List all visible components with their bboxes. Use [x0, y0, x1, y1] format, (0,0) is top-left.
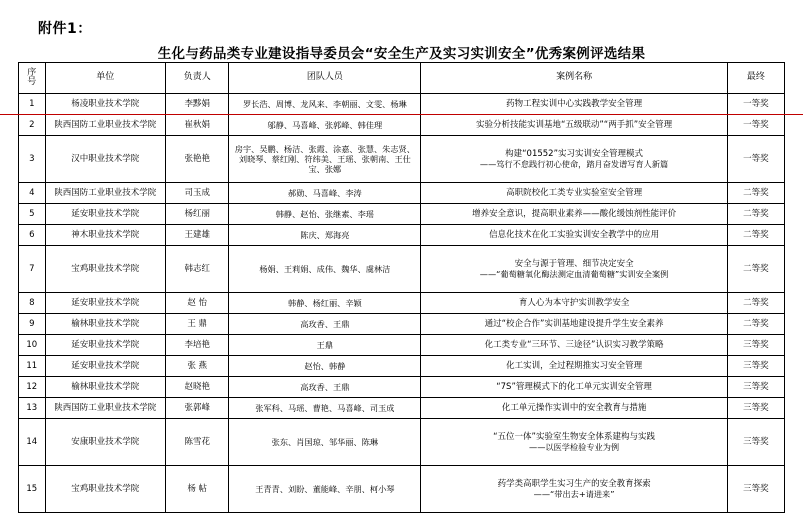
column-header-seq-line2: 号: [27, 77, 37, 87]
cell-leader: 韩志红: [166, 246, 229, 293]
cell-team: 房宇、吴鹏、杨洁、张霞、涂嘉、张慧、朱志贤、刘晓琴、蔡红刚、符纬美、王瑶、张朝南、王仕宝、张娜: [229, 136, 421, 183]
cell-final: 二等奖: [727, 225, 784, 246]
cell-case: [421, 419, 727, 466]
cell-leader: 杨 帖: [166, 466, 229, 513]
cell-unit: 汉中职业技术学院: [45, 136, 166, 183]
cell-seq: 6: [19, 225, 46, 246]
case-title: 药物工程实训中心实践教学安全管理: [506, 98, 643, 109]
table-row[interactable]: [19, 293, 785, 314]
case-subtitle: ——“带出去+请进来”: [533, 489, 615, 500]
case-title: 构建“01552”实习实训安全管理模式: [505, 148, 643, 159]
case-title: 通过“校企合作”实训基地建设提升学生安全素养: [484, 318, 664, 329]
cell-team: 罗长浩、周博、龙风来、李朝丽、文雯、杨琳: [229, 94, 421, 115]
case-subtitle: ——“葡萄糖氧化酶法测定血清葡萄糖”实训安全案例: [479, 269, 669, 280]
cell-final: 二等奖: [727, 314, 784, 335]
column-header-leader: 负责人: [166, 63, 229, 94]
column-header-final: 最终: [727, 63, 784, 94]
cell-unit: 宝鸡职业技术学院: [45, 466, 166, 513]
table-row[interactable]: [19, 466, 785, 513]
cell-team: 高玫香、王鼎: [229, 314, 421, 335]
cell-unit: 神木职业技术学院: [45, 225, 166, 246]
cell-leader: 杨红丽: [166, 204, 229, 225]
cell-leader: 张艳艳: [166, 136, 229, 183]
cell-seq: 13: [19, 398, 46, 419]
cell-seq: 4: [19, 183, 46, 204]
cell-leader: 李培艳: [166, 335, 229, 356]
attachment-label: 附件1：: [38, 21, 92, 37]
cell-case: [421, 136, 727, 183]
cell-case: [421, 335, 727, 356]
cell-leader: 王建雄: [166, 225, 229, 246]
cell-final: 一等奖: [727, 94, 784, 115]
table-row[interactable]: [19, 356, 785, 377]
case-title: “7S”管理模式下的化工单元实训安全管理: [496, 381, 652, 392]
cell-case: [421, 356, 727, 377]
case-subtitle: ——笃行不怠践行初心使命，踏月奋发谱写育人新篇: [479, 159, 669, 170]
cell-seq: 15: [19, 466, 46, 513]
cell-case: [421, 293, 727, 314]
cell-final: 三等奖: [727, 377, 784, 398]
cell-unit: 杨凌职业技术学院: [45, 94, 166, 115]
column-header-seq: [19, 63, 46, 94]
cell-unit: 安康职业技术学院: [45, 419, 166, 466]
cell-case: [421, 183, 727, 204]
cell-leader: 李黟娟: [166, 94, 229, 115]
cell-final: 三等奖: [727, 419, 784, 466]
cell-unit: 延安职业技术学院: [45, 204, 166, 225]
cell-seq: 7: [19, 246, 46, 293]
table-row[interactable]: [19, 115, 785, 136]
cell-seq: 9: [19, 314, 46, 335]
cell-case: [421, 314, 727, 335]
cell-leader: 陈雪花: [166, 419, 229, 466]
table-row[interactable]: [19, 204, 785, 225]
cell-unit: 陕西国防工业职业技术学院: [45, 183, 166, 204]
cell-leader: 司玉成: [166, 183, 229, 204]
cell-unit: 延安职业技术学院: [45, 356, 166, 377]
case-title: 药学类高职学生实习生产的安全教育探索: [497, 478, 651, 489]
cell-final: 二等奖: [727, 293, 784, 314]
case-title: 育人心为本守护实训教学安全: [518, 297, 630, 308]
results-table-body: [19, 94, 785, 513]
cell-seq: 8: [19, 293, 46, 314]
cell-final: 三等奖: [727, 398, 784, 419]
cell-team: 张东、肖国琼、邹华丽、陈琳: [229, 419, 421, 466]
cell-leader: 王 鼎: [166, 314, 229, 335]
case-title: 实验分析技能实训基地“五级联动”“两手抓”安全管理: [476, 119, 673, 130]
case-subtitle: ——以医学检验专业为例: [529, 442, 620, 453]
table-row[interactable]: [19, 314, 785, 335]
cell-case: [421, 377, 727, 398]
cell-team: 郝勋、马喜峰、李涛: [229, 183, 421, 204]
cell-case: [421, 225, 727, 246]
cell-seq: 11: [19, 356, 46, 377]
table-row[interactable]: [19, 377, 785, 398]
column-header-case: 案例名称: [421, 63, 727, 94]
cell-leader: 张 燕: [166, 356, 229, 377]
cell-team: 王青青、刘盼、董能峰、辛朋、柯小琴: [229, 466, 421, 513]
cell-final: 三等奖: [727, 335, 784, 356]
cell-case: [421, 466, 727, 513]
cell-final: 三等奖: [727, 356, 784, 377]
cell-final: 二等奖: [727, 246, 784, 293]
case-title: 信息化技术在化工实验实训安全教学中的应用: [489, 229, 660, 240]
cell-team: 杨娟、王莉娟、成伟、魏华、虞林洁: [229, 246, 421, 293]
table-row[interactable]: [19, 398, 785, 419]
cell-case: [421, 115, 727, 136]
cell-unit: 陕西国防工业职业技术学院: [45, 398, 166, 419]
table-row[interactable]: [19, 136, 785, 183]
cell-unit: 延安职业技术学院: [45, 335, 166, 356]
cell-seq: 5: [19, 204, 46, 225]
cell-seq: 3: [19, 136, 46, 183]
column-header-seq-line1: 序: [27, 67, 37, 78]
cell-final: 三等奖: [727, 466, 784, 513]
cell-team: 韩静、赵怡、张继素、李瑶: [229, 204, 421, 225]
column-header-team: 团队人员: [229, 63, 421, 94]
cell-unit: 宝鸡职业技术学院: [45, 246, 166, 293]
cell-leader: 张郭峰: [166, 398, 229, 419]
cell-unit: 延安职业技术学院: [45, 293, 166, 314]
table-row[interactable]: [19, 246, 785, 293]
table-row[interactable]: [19, 225, 785, 246]
cell-team: 高玫香、王鼎: [229, 377, 421, 398]
cell-team: 邬静、马喜峰、张郭峰、韩佳理: [229, 115, 421, 136]
cell-team: 韩静、杨红丽、辛颖: [229, 293, 421, 314]
cell-seq: 2: [19, 115, 46, 136]
cell-seq: 10: [19, 335, 46, 356]
cell-seq: 14: [19, 419, 46, 466]
cell-team: 赵怡、韩静: [229, 356, 421, 377]
case-title: 高职院校化工类专业实验室安全管理: [506, 187, 643, 198]
table-row[interactable]: [19, 335, 785, 356]
cell-team: 张军科、马瑶、曹艳、马喜峰、司玉成: [229, 398, 421, 419]
cell-unit: 榆林职业技术学院: [45, 314, 166, 335]
cell-team: 王鼎: [229, 335, 421, 356]
cell-seq: 12: [19, 377, 46, 398]
case-title: 化工实训，全过程期推实习安全管理: [506, 360, 643, 371]
case-title: “五位一体”实验室生物安全体系建构与实践: [493, 431, 655, 442]
cell-unit: 陕西国防工业职业技术学院: [45, 115, 166, 136]
cell-final: 二等奖: [727, 204, 784, 225]
cell-unit: 榆林职业技术学院: [45, 377, 166, 398]
cell-case: [421, 94, 727, 115]
case-title: 增养安全意识，提高职业素养——酸化缓蚀剂性能评价: [472, 208, 677, 219]
cell-leader: 赵晓艳: [166, 377, 229, 398]
table-row[interactable]: [19, 183, 785, 204]
cell-final: 二等奖: [727, 183, 784, 204]
cell-leader: 赵 怡: [166, 293, 229, 314]
cell-final: 一等奖: [727, 115, 784, 136]
table-row[interactable]: [19, 419, 785, 466]
cell-seq: 1: [19, 94, 46, 115]
case-title: 安全与源于管理、细节决定安全: [514, 258, 634, 269]
cell-case: [421, 246, 727, 293]
case-title: 化工类专业“三环节、三途径”认识实习教学策略: [484, 339, 664, 350]
column-header-unit: 单位: [45, 63, 166, 94]
page-title: 生化与药品类专业建设指导委员会“安全生产及实习实训安全”优秀案例评选结果: [157, 46, 646, 62]
cell-case: [421, 204, 727, 225]
cell-case: [421, 398, 727, 419]
cell-leader: 崔秋娟: [166, 115, 229, 136]
table-header-row: [19, 63, 785, 94]
cell-final: 一等奖: [727, 136, 784, 183]
table-row[interactable]: [19, 94, 785, 115]
cell-team: 陈庆、郑海亮: [229, 225, 421, 246]
case-title: 化工单元操作实训中的安全教育与措施: [501, 402, 647, 413]
results-table: [18, 62, 785, 513]
